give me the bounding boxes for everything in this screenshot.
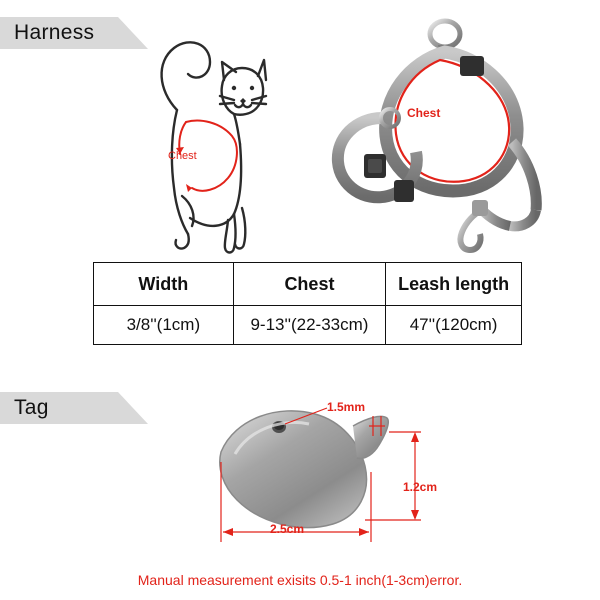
- table-cell-leash-length: 47''(120cm): [386, 306, 522, 345]
- harness-chest-annotation: Chest: [407, 106, 441, 120]
- table-header-chest: Chest: [233, 263, 386, 306]
- table-header-row: [94, 263, 522, 306]
- harness-vector: [290, 14, 590, 259]
- table-row: [94, 306, 522, 345]
- fish-tag-vector: [175, 392, 455, 552]
- table-cell-width: 3/8''(1cm): [94, 306, 234, 345]
- harness-product-image: [290, 14, 590, 259]
- section-banner-tag: [0, 392, 49, 424]
- section-banner-harness: [0, 17, 94, 49]
- spec-table: [93, 262, 522, 345]
- tag-width-dimension: 2.5cm: [270, 522, 305, 536]
- table-cell-chest: 9-13''(22-33cm): [233, 306, 386, 345]
- cat-chest-annotation: Chest: [168, 150, 197, 162]
- tag-illustration: [175, 392, 455, 552]
- table-header-leash-length: Leash length: [386, 263, 522, 306]
- table-header-width: Width: [94, 263, 234, 306]
- tag-height-dimension: 1.2cm: [403, 480, 438, 494]
- cat-illustration: [130, 18, 275, 258]
- section-title-harness: Harness: [14, 21, 95, 44]
- cat-line-art: [130, 18, 275, 258]
- section-title-tag: Tag: [14, 396, 49, 419]
- measurement-note: Manual measurement exisits 0.5-1 inch(1-3cm)error.: [137, 572, 463, 588]
- tag-hole-dimension: 1.5mm: [327, 400, 366, 414]
